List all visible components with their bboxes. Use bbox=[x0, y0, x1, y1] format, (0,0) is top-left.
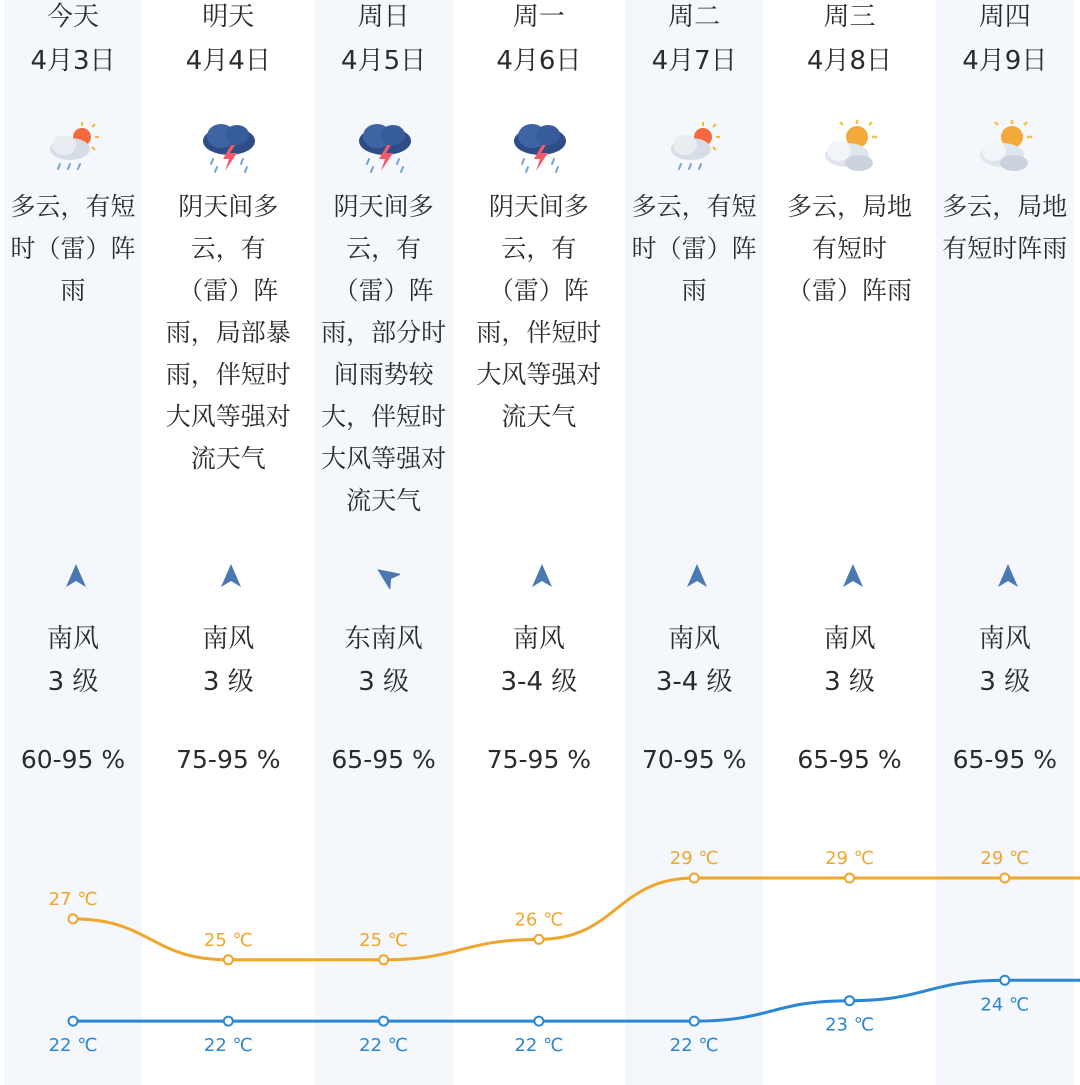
high-temp-label: 29 ℃ bbox=[669, 848, 719, 869]
wind-level: 3 级 bbox=[979, 667, 1031, 697]
wind-level: 3-4 级 bbox=[655, 667, 733, 697]
wind-direction-icon bbox=[63, 563, 89, 589]
weather-description: 多云，局地有短时（雷）阵雨 bbox=[786, 192, 912, 305]
humidity: 75-95 % bbox=[176, 745, 281, 774]
humidity: 60-95 % bbox=[20, 745, 126, 774]
wind-level: 3 级 bbox=[202, 667, 254, 697]
day-label: 周二 bbox=[668, 2, 721, 32]
cloudy-sun-rain-icon bbox=[663, 119, 725, 177]
date-label: 4月8日 bbox=[806, 46, 893, 76]
day-label: 周日 bbox=[357, 2, 410, 32]
day-label: 明天 bbox=[202, 2, 255, 32]
day-column bbox=[781, 0, 919, 1085]
date-label: 4月4日 bbox=[185, 46, 271, 76]
high-temp-label: 29 ℃ bbox=[980, 848, 1030, 869]
high-temp-label: 29 ℃ bbox=[825, 848, 874, 869]
wind-direction-icon bbox=[529, 563, 555, 589]
wind-level: 3 级 bbox=[47, 667, 99, 697]
low-temp-label: 22 ℃ bbox=[48, 1035, 98, 1057]
low-temp-label: 22 ℃ bbox=[514, 1035, 564, 1057]
low-temp-label: 22 ℃ bbox=[359, 1035, 409, 1057]
high-temp-label: 25 ℃ bbox=[203, 929, 253, 951]
date-label: 4月6日 bbox=[496, 46, 582, 76]
date-label: 4月7日 bbox=[651, 46, 737, 76]
day-column bbox=[4, 0, 142, 1085]
weather-description: 阴天间多云，有（雷）阵雨，部分时间雨势较大，伴短时大风等强对流天气 bbox=[321, 192, 447, 515]
day-column bbox=[159, 0, 297, 1085]
wind-direction-icon bbox=[995, 563, 1021, 589]
wind-direction: 南风 bbox=[823, 624, 876, 654]
day-label: 周三 bbox=[823, 2, 876, 32]
humidity: 65-95 % bbox=[952, 745, 1057, 774]
high-temp-label: 26 ℃ bbox=[514, 909, 564, 931]
day-column bbox=[936, 0, 1074, 1085]
wind-direction-icon bbox=[684, 563, 710, 589]
thunderstorm-icon bbox=[197, 119, 259, 177]
high-temp-label: 25 ℃ bbox=[359, 929, 409, 951]
low-temp-label: 24 ℃ bbox=[980, 994, 1030, 1016]
cloudy-sun-rain-icon bbox=[42, 119, 104, 177]
day-label: 今天 bbox=[46, 2, 99, 32]
weather-description: 多云，局地有短时阵雨 bbox=[942, 192, 1068, 263]
wind-direction: 南风 bbox=[668, 624, 721, 654]
wind-direction: 南风 bbox=[512, 624, 565, 654]
weather-description: 阴天间多云，有（雷）阵雨，局部暴雨，伴短时大风等强对流天气 bbox=[165, 192, 291, 473]
high-temp-label: 27 ℃ bbox=[48, 888, 98, 910]
date-label: 4月9日 bbox=[962, 46, 1048, 76]
wind-direction: 东南风 bbox=[344, 624, 423, 654]
wind-direction: 南风 bbox=[46, 624, 99, 654]
humidity: 70-95 % bbox=[642, 745, 747, 774]
low-temp-label: 22 ℃ bbox=[669, 1035, 719, 1057]
humidity: 65-95 % bbox=[797, 745, 902, 774]
wind-direction-icon bbox=[840, 563, 866, 589]
thunderstorm-icon bbox=[353, 119, 415, 177]
date-label: 4月5日 bbox=[341, 46, 427, 76]
day-label: 周四 bbox=[978, 2, 1031, 32]
weather-description: 多云，有短时（雷）阵雨 bbox=[10, 192, 136, 305]
day-column bbox=[625, 0, 763, 1085]
wind-direction-icon bbox=[374, 563, 400, 589]
partly-cloudy-icon bbox=[819, 119, 881, 177]
partly-cloudy-icon bbox=[974, 119, 1036, 177]
day-column bbox=[470, 0, 608, 1085]
weather-description: 多云，有短时（雷）阵雨 bbox=[631, 192, 757, 305]
weather-description: 阴天间多云，有（雷）阵雨，伴短时大风等强对流天气 bbox=[476, 192, 602, 431]
thunderstorm-icon bbox=[508, 119, 570, 177]
low-temp-label: 23 ℃ bbox=[825, 1014, 874, 1036]
humidity: 65-95 % bbox=[331, 745, 436, 774]
low-temp-label: 22 ℃ bbox=[203, 1035, 253, 1057]
wind-direction: 南风 bbox=[202, 624, 255, 654]
wind-level: 3 级 bbox=[824, 667, 875, 697]
wind-direction-icon bbox=[218, 563, 244, 589]
day-column bbox=[315, 0, 453, 1085]
wind-direction: 南风 bbox=[978, 624, 1031, 654]
wind-level: 3 级 bbox=[358, 667, 409, 697]
wind-level: 3-4 级 bbox=[500, 667, 578, 697]
date-label: 4月3日 bbox=[30, 46, 116, 76]
day-label: 周一 bbox=[512, 2, 565, 32]
humidity: 75-95 % bbox=[486, 745, 592, 774]
